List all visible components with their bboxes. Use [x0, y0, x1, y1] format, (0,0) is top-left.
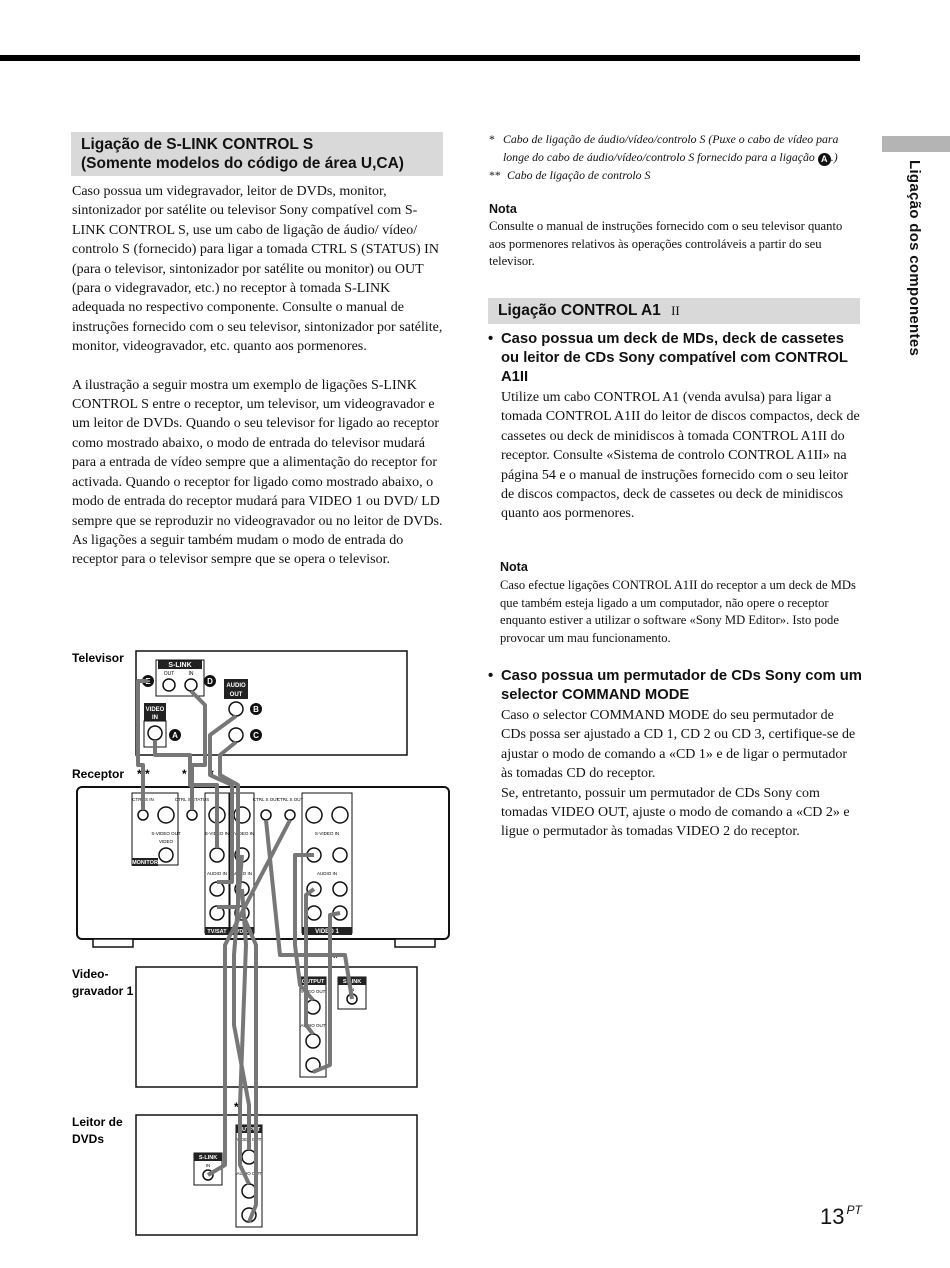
tv-in-label: IN — [188, 671, 194, 677]
dvdld-audio-label: AUDIO IN — [231, 871, 253, 876]
dvd-slink-label: S-LINK — [198, 1155, 218, 1161]
vcr-slink-label: S-LINK — [342, 979, 362, 985]
label-tv: Televisor — [72, 651, 124, 665]
tv-video-in-2: IN — [152, 715, 158, 721]
video1-label: VIDEO 1 — [315, 929, 339, 935]
label-dvd-2: DVDs — [72, 1132, 105, 1146]
tv-video-in-1: VIDEO — [145, 707, 165, 713]
bullet-2 — [488, 667, 862, 842]
label-receiver: Receptor — [72, 767, 125, 781]
tvsat-audio-label: AUDIO IN — [206, 871, 228, 876]
ctrl-s-out-label-1: CTRL S OUT — [252, 797, 280, 802]
tv-audio-r-jack — [229, 728, 243, 742]
bullet-2-body-1: Caso o selector COMMAND MODE do seu permutador de CDs possa ser ajustado a CD 1, CD 2 ou CD 3, certifique-se de ajustar o modo de comando a «CD 1» e de ligar o permutador às tomadas CD do receptor. — [501, 708, 856, 782]
ctrl-s-out-label-2: CTRL S OUT — [276, 797, 304, 802]
monitor-svideo-label: S-VIDEO OUT — [151, 831, 181, 836]
bullet-1-dot: • — [488, 331, 494, 347]
video1-svideo-jack-2 — [332, 807, 348, 823]
footnote-1-text: Cabo de ligação de áudio/vídeo/controlo S (Puxe o cabo de vídeo para longe do cabo de áudio/vídeo/controlo S fornecido para a ligação — [503, 132, 839, 164]
ctrl-s-status-jack — [187, 810, 197, 820]
vcr-audio-out-label: AUDIO OUT — [300, 1023, 326, 1028]
dvd-audio-out-label: AUDIO OUT — [236, 1171, 262, 1176]
page-number — [820, 1203, 862, 1230]
nota-2-heading: Nota — [500, 560, 528, 574]
footnote-1-end: .) — [830, 150, 838, 164]
page-number-suffix: PT — [846, 1203, 862, 1217]
video1-svideo-jack-1 — [306, 807, 322, 823]
bullet-1-heading: Caso possua um deck de MDs, deck de cassetes ou leitor de CDs Sony compatível com CONTROL A1II — [501, 331, 848, 385]
marker-c-text: C — [253, 731, 259, 740]
asterisk-marker-1: * — [182, 767, 187, 781]
video1-audio-jack-2 — [333, 882, 347, 896]
nota-2-body: Caso efectue ligações CONTROL A1II do receptor a um deck de MDs que também esteja ligado a um computador, não opere o receptor enquanto estiver a utilizar o software «Sony MD Editor». Isto pode provocar um mau funcionamento. — [500, 578, 856, 645]
tv-slink-label: S-LINK — [168, 662, 192, 669]
asterisk-marker-4: * — [234, 1100, 239, 1114]
marker-d-text: D — [207, 677, 213, 686]
control-a1-title: Ligação CONTROL A1 — [498, 302, 661, 319]
marker-e-text: E — [145, 677, 151, 686]
dvd-video-out-label: VIDEO OUT — [236, 1137, 262, 1142]
footnotes — [489, 130, 861, 184]
monitor-svideo-jack — [158, 807, 174, 823]
vcr-slink-in-label: IN — [349, 987, 355, 992]
bullet-2-heading: Caso possua um permutador de CDs Sony com um selector COMMAND MODE — [501, 668, 862, 703]
top-rule — [0, 55, 860, 61]
slink-text — [72, 182, 444, 570]
slink-para-2: A ilustração a seguir mostra um exemplo de ligações S-LINK CONTROL S entre o receptor, um televisor, um videogravador e um leitor de DVDs. Quando o seu televisor for ligado ao receptor como mostrado abaixo, o modo de entrada do televisor mudará para a entrada de vídeo sempre que a alimentação do receptor for activada. Quando o receptor for ligado como mostrado abaixo, o modo de entrada do receptor mudará para VIDEO 1 ou DVD/ LD sempre que se reproduzir no videogravador ou no leitor de DVDs. — [72, 377, 443, 529]
label-vcr-2: gravador 1 — [72, 984, 134, 998]
slink-para-1: Caso possua um videgravador, leitor de DVDs, monitor, sintonizador por satélite ou televisor Sony compatível com S-LINK CONTROL S, use um cabo de ligação de áudio/ vídeo/ controlo S (fornecido) para ligar a tomada CTRL S (STATUS) IN (para o televisor, sintonizador por satélite ou monitor) ou OUT (para o videgravador, etc.) no receptor à tomada S-LINK adequada no respectivo componente. Consulte o manual de instruções fornecido com o seu televisor, sintonizador por satélite, monitor, videogravador, etc. quanto aos pormenores. — [72, 184, 443, 355]
tv-audio-out-1: AUDIO — [226, 683, 246, 689]
tv-video-in-jack — [148, 726, 162, 740]
dvd-video-out-jack — [242, 1150, 256, 1164]
ctrl-s-status-label: CTRL S STATUS — [174, 797, 210, 802]
monitor-label: MONITOR — [132, 860, 158, 866]
slink-title-line1: Ligação de S-LINK CONTROL S — [81, 136, 314, 153]
label-vcr-1: Video- — [72, 967, 109, 981]
tv-audio-l-jack — [229, 702, 243, 716]
receiver-foot-left — [93, 939, 133, 947]
tv-slink-out-jack — [163, 679, 175, 691]
bullet-1-head — [488, 330, 862, 387]
ctrl-s-out-jack-2 — [285, 810, 295, 820]
tvsat-label: TV/SAT — [207, 929, 227, 935]
video1-video-jack-2 — [333, 848, 347, 862]
footnote-1 — [489, 130, 861, 166]
tvsat-video-jack — [210, 848, 224, 862]
ctrl-s-in-label: CTRL S IN — [132, 797, 154, 802]
page-number-value: 13 — [820, 1204, 845, 1229]
tvsat-svideo-label: S-VIDEO IN — [204, 831, 230, 836]
footnote-1-mark: * — [489, 132, 495, 146]
footnote-1-content — [503, 130, 861, 166]
marker-a-text: A — [172, 731, 178, 740]
video1-audio-jack-3 — [307, 906, 321, 920]
dvdld-label: DVD/LD — [231, 929, 253, 935]
bullet-2-body-2: Se, entretanto, possuir um permutador de CDs Sony com tomadas VIDEO OUT, ajuste o modo de comando a «CD 2» e ligue o permutador às tomadas VIDEO 2 do receptor. — [501, 785, 850, 840]
footnote-2 — [489, 166, 861, 184]
asterisk-marker-2: * — [209, 767, 214, 781]
monitor-video-label: VIDEO — [158, 839, 174, 844]
marker-b-text: B — [253, 705, 259, 714]
dvd-box — [136, 1115, 417, 1235]
receiver-foot-right — [395, 939, 435, 947]
vcr-box — [136, 967, 417, 1087]
bullet-2-dot: • — [488, 668, 494, 684]
asterisk-marker-3: * — [333, 951, 338, 965]
dvdld-svideo-label: S-VIDEO IN — [229, 831, 255, 836]
ctrl-s-out-jack-1 — [261, 810, 271, 820]
footnote-2-text: Cabo de ligação de controlo S — [507, 168, 651, 182]
dvd-output-label: OUTPUT — [237, 1127, 261, 1133]
tvsat-audio-l-jack — [210, 882, 224, 896]
double-asterisk-marker: * * — [137, 767, 150, 781]
vcr-video-out-jack — [306, 1000, 320, 1014]
control-a1-title-suffix: II — [671, 303, 680, 318]
footnote-2-mark: ** — [489, 168, 501, 182]
dvd-audio-l-jack — [242, 1184, 256, 1198]
ctrl-s-in-jack — [138, 810, 148, 820]
nota-1-body: Consulte o manual de instruções fornecido com o seu televisor quanto aos pormenores relativos às operações controláveis a partir do seu televisor. — [489, 219, 843, 268]
bullet-1 — [488, 330, 862, 524]
video1-audio-label: AUDIO IN — [316, 871, 338, 876]
control-a1-section-title — [488, 298, 860, 324]
tv-out-label: OUT — [163, 671, 175, 677]
tv-slink-in-jack — [185, 679, 197, 691]
tv-audio-out-2: OUT — [229, 692, 243, 698]
vcr-audio-l-jack — [306, 1034, 320, 1048]
vcr-video-out-label: VIDEO OUT — [300, 989, 326, 994]
circled-a-icon: A — [818, 153, 831, 166]
bullet-2-head — [488, 667, 862, 705]
bullet-1-body: Utilize um cabo CONTROL A1 (venda avulsa) para ligar a tomada CONTROL A1II do leitor de discos compactos, deck de cassetes ou deck de minidiscos à tomada CONTROL A1II do receptor. Consulte «Sistema de controlo CONTROL A1II» na página 54 e o manual de instruções fornecido com o seu leitor de discos compactos, deck de cassetes ou deck de minidiscos quanto aos pormenores. — [501, 390, 860, 522]
vcr-output-label: OUTPUT — [301, 979, 325, 985]
slink-para-3: As ligações a seguir também mudam o modo de entrada do receptor para o televisor sempre que se opera o televisor. — [72, 532, 404, 568]
section-tab — [882, 136, 950, 152]
nota-1-heading: Nota — [489, 202, 517, 216]
section-side-label: Ligação dos componentes — [906, 160, 923, 357]
slink-title-line2: (Somente modelos do código de área U,CA) — [81, 155, 404, 172]
monitor-video-jack — [159, 848, 173, 862]
video1-svideo-label: S-VIDEO IN — [314, 831, 340, 836]
dvd-slink-in-label: IN — [205, 1163, 211, 1168]
connection-diagram — [60, 645, 460, 1245]
slink-section-title — [71, 132, 443, 176]
label-dvd-1: Leitor de — [72, 1115, 123, 1129]
